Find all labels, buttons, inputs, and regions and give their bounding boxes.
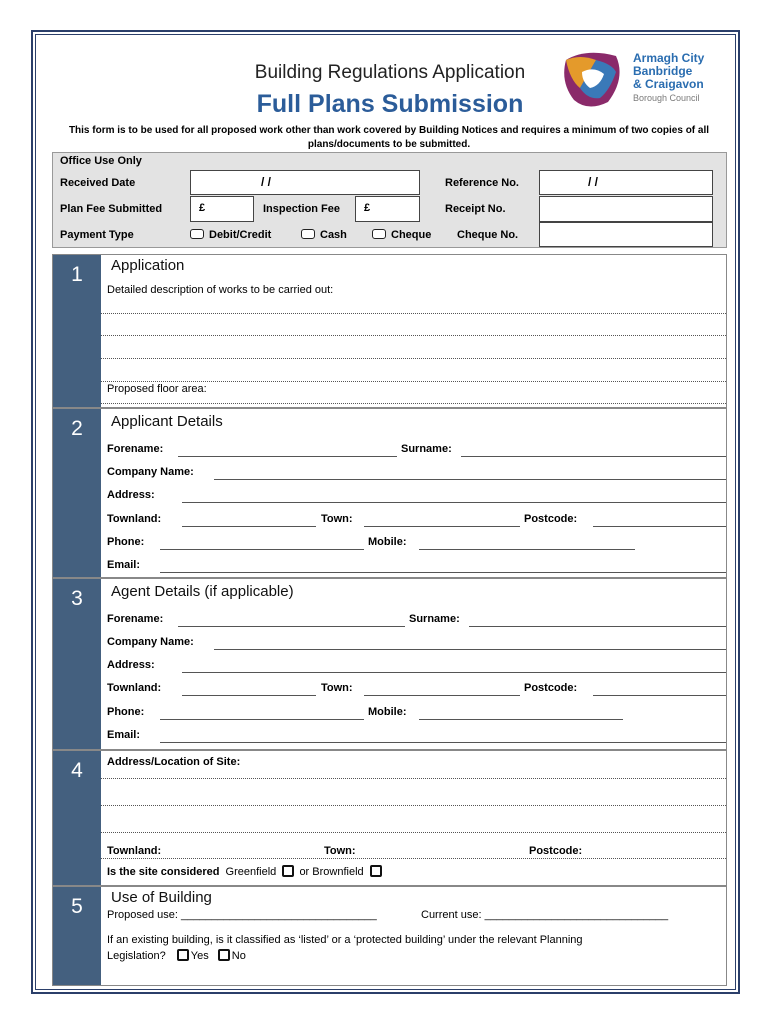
email-label: Email: [107,559,141,571]
surname-label: Surname: [409,613,460,625]
site-type-label: Is the site considered [107,866,220,878]
mobile-label: Mobile: [368,706,407,718]
phone-label: Phone: [107,536,145,548]
mobile-label: Mobile: [368,536,407,548]
mobile-field[interactable] [419,719,623,720]
townland-label: Townland: [107,682,162,694]
works-description-label: Detailed description of works to be carried out: [107,284,334,296]
received-date-field[interactable]: / / [190,170,420,195]
section-application [52,254,727,408]
surname-field[interactable] [469,626,726,627]
company-name-label: Company Name: [107,636,194,648]
forename-label: Forename: [107,443,164,455]
greenfield-checkbox[interactable] [282,865,294,877]
section-number: 1 [53,255,101,407]
logo-line-2: Banbridge [633,64,693,78]
surname-label: Surname: [401,443,452,455]
form-title: Building Regulations Application [254,62,526,83]
office-heading: Office Use Only [60,155,142,167]
town-label: Town: [324,845,356,857]
receipt-no-field[interactable] [539,196,713,222]
checkbox-icon[interactable] [372,229,386,239]
intro-text: This form is to be used for all proposed work other than work covered by Building Notices and requires a minimum of two copies of all plans/documents to be submitted. [68,125,710,150]
greenfield-label: Greenfield [225,866,277,878]
cash-option[interactable] [301,229,347,241]
town-field[interactable] [364,526,520,527]
townland-field[interactable] [182,695,316,696]
section-site-location [52,750,727,886]
townland-label: Townland: [107,845,162,857]
legislation-label: Legislation? [107,950,166,962]
logo-line-4: Borough Council [633,93,700,103]
received-date-label: Received Date [60,177,136,189]
cash-label: Cash [320,229,347,241]
postcode-field[interactable] [593,695,726,696]
listed-question-cont [107,949,246,962]
form-subtitle: Full Plans Submission [256,90,524,118]
listed-question: If an existing building, is it classified as ‘listed’ or a ‘protected building’ under the relevant Planning [107,934,583,946]
section-number: 4 [53,751,101,885]
section-title: Agent Details (if applicable) [111,583,294,600]
debit-credit-option[interactable] [190,229,271,241]
checkbox-icon[interactable] [190,229,204,239]
floor-area-line[interactable] [101,403,726,404]
plan-fee-label: Plan Fee Submitted [60,203,163,215]
proposed-use-field[interactable]: Proposed use: ________________________________ [107,909,377,921]
description-line[interactable] [101,335,726,336]
townland-field[interactable] [182,526,316,527]
yes-label: Yes [190,950,209,962]
section-use-of-building [52,886,727,986]
site-address-label: Address/Location of Site: [107,756,241,768]
office-use-panel [52,152,727,248]
inspection-fee-label: Inspection Fee [263,203,341,215]
email-label: Email: [107,729,141,741]
brownfield-label: or Brownfield [299,866,364,878]
forename-field[interactable] [178,626,405,627]
no-checkbox[interactable] [218,949,230,961]
cheque-label: Cheque [391,229,432,241]
brownfield-checkbox[interactable] [370,865,382,877]
current-use-field[interactable]: Current use: ______________________________ [421,909,669,921]
email-field[interactable] [160,572,726,573]
checkbox-icon[interactable] [301,229,315,239]
forename-field[interactable] [178,456,397,457]
floor-area-label: Proposed floor area: [107,383,207,395]
postcode-label: Postcode: [529,845,583,857]
logo-line-1: Armagh City [633,51,705,65]
reference-no-label: Reference No. [445,177,519,189]
address-field[interactable] [182,502,726,503]
cheque-option[interactable] [372,229,431,241]
postcode-label: Postcode: [524,682,578,694]
site-address-line[interactable] [101,778,726,779]
section-title: Use of Building [111,889,212,906]
section-title: Application [111,257,185,274]
company-name-field[interactable] [214,479,726,480]
phone-label: Phone: [107,706,145,718]
town-field[interactable] [364,695,520,696]
plan-fee-field[interactable]: £ [190,196,254,222]
site-type-question [107,865,384,878]
town-label: Town: [321,513,353,525]
section-number: 2 [53,409,101,577]
phone-field[interactable] [160,549,364,550]
cheque-no-label: Cheque No. [457,229,519,241]
receipt-no-label: Receipt No. [445,203,506,215]
debit-credit-label: Debit/Credit [209,229,272,241]
address-label: Address: [107,659,155,671]
phone-field[interactable] [160,719,364,720]
company-name-label: Company Name: [107,466,194,478]
reference-no-field[interactable]: / / [539,170,713,195]
forename-label: Forename: [107,613,164,625]
logo-line-3: & Craigavon [633,77,704,91]
company-name-field[interactable] [214,649,726,650]
yes-checkbox[interactable] [177,949,189,961]
postcode-field[interactable] [593,526,726,527]
description-line[interactable] [101,381,726,382]
section-agent-details [52,578,727,750]
description-line[interactable] [101,358,726,359]
payment-type-label: Payment Type [60,229,134,241]
mobile-field[interactable] [419,549,635,550]
townland-label: Townland: [107,513,162,525]
section-number: 5 [53,887,101,985]
council-logo-icon [560,50,630,112]
inspection-fee-field[interactable]: £ [355,196,420,222]
surname-field[interactable] [461,456,726,457]
section-applicant-details [52,408,727,578]
council-logo [560,50,710,112]
address-field[interactable] [182,672,726,673]
no-label: No [231,950,246,962]
cheque-no-field[interactable] [539,222,713,247]
address-label: Address: [107,489,155,501]
section-number: 3 [53,579,101,749]
section-title: Applicant Details [111,413,223,430]
site-details-line[interactable] [101,858,726,859]
site-address-line[interactable] [101,832,726,833]
email-field[interactable] [160,742,726,743]
postcode-label: Postcode: [524,513,578,525]
description-line[interactable] [101,313,726,314]
town-label: Town: [321,682,353,694]
site-address-line[interactable] [101,805,726,806]
